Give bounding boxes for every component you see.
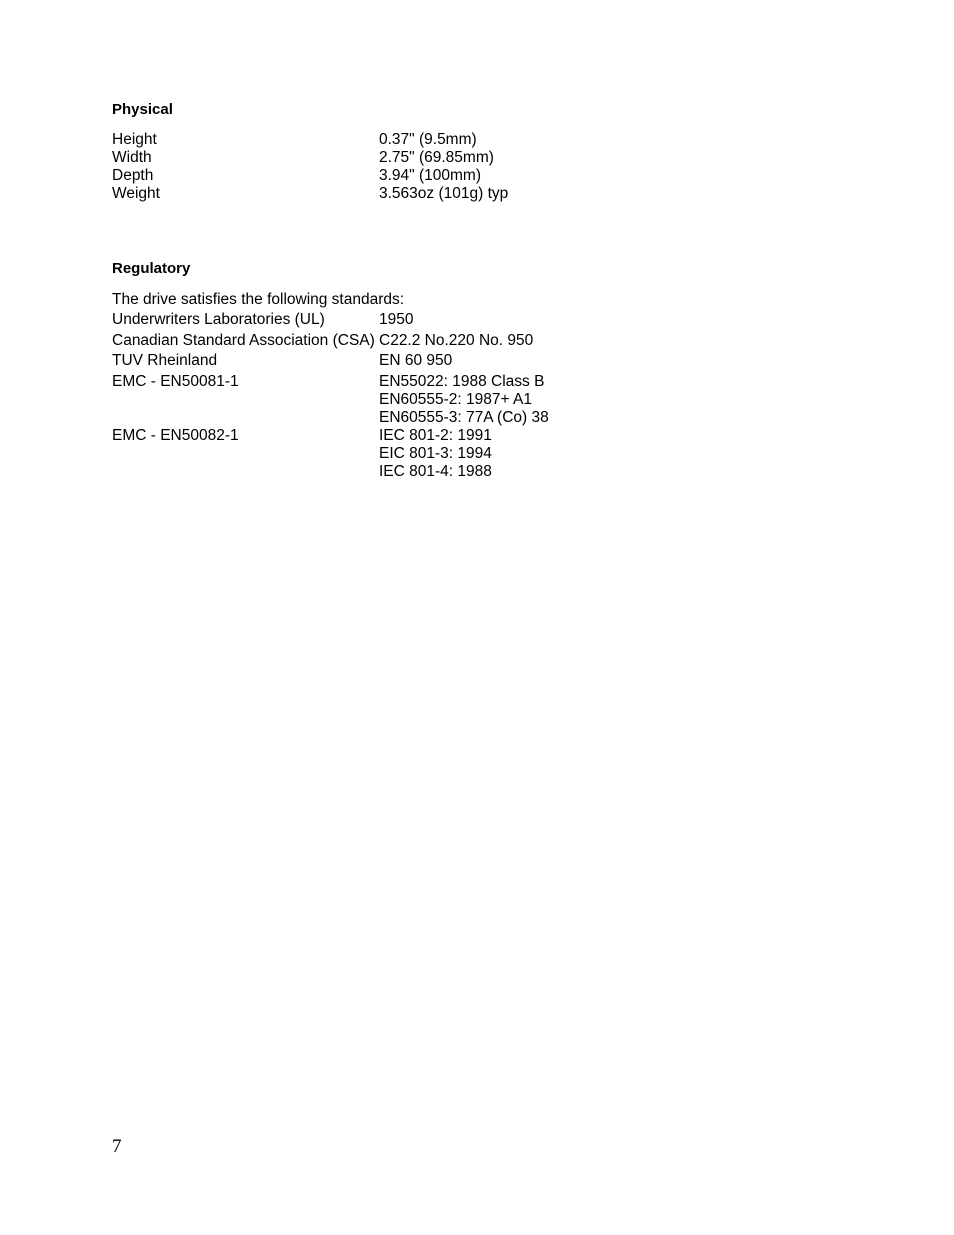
reg-label: Underwriters Laboratories (UL) bbox=[112, 311, 325, 328]
reg-label: EMC - EN50082-1 bbox=[112, 427, 239, 445]
reg-values bbox=[379, 332, 812, 350]
regulatory-standards-table bbox=[112, 311, 812, 481]
page-number: 7 bbox=[112, 1136, 122, 1157]
spec-row-weight bbox=[112, 185, 812, 203]
reg-value: EIC 801-3: 1994 bbox=[379, 445, 492, 463]
spec-value: 3.94" (100mm) bbox=[379, 167, 481, 184]
spec-label: Weight bbox=[112, 185, 160, 202]
reg-row-ul bbox=[112, 311, 812, 332]
reg-value: 1950 bbox=[379, 311, 414, 328]
spec-row-depth bbox=[112, 167, 812, 185]
spec-row-width bbox=[112, 149, 812, 167]
reg-label: TUV Rheinland bbox=[112, 352, 218, 370]
reg-label: Canadian Standard Association (CSA) bbox=[112, 331, 375, 349]
spec-label: Height bbox=[112, 131, 157, 148]
reg-value: IEC 801-2: 1991 bbox=[379, 427, 492, 445]
reg-value: C22.2 No.220 No. 950 bbox=[379, 331, 534, 349]
reg-values bbox=[379, 427, 812, 481]
reg-value: IEC 801-4: 1988 bbox=[379, 463, 492, 481]
reg-row-emc-50081 bbox=[112, 373, 812, 427]
spec-row-height bbox=[112, 131, 812, 149]
reg-values bbox=[379, 311, 812, 329]
reg-row-csa bbox=[112, 332, 812, 353]
spec-value: 0.37" (9.5mm) bbox=[379, 131, 477, 148]
reg-label: EMC - EN50081-1 bbox=[112, 373, 239, 391]
physical-spec-table bbox=[112, 131, 812, 203]
spec-value: 2.75" (69.85mm) bbox=[379, 149, 494, 166]
reg-value: EN 60 950 bbox=[379, 352, 453, 370]
spec-value: 3.563oz (101g) typ bbox=[379, 185, 509, 202]
reg-value: EN55022: 1988 Class B bbox=[379, 373, 545, 391]
reg-values bbox=[379, 373, 812, 427]
reg-row-tuv bbox=[112, 352, 812, 373]
spec-label: Width bbox=[112, 149, 152, 166]
spec-label: Depth bbox=[112, 167, 154, 184]
regulatory-intro: The drive satisfies the following standards: bbox=[112, 291, 405, 308]
reg-row-emc-50082 bbox=[112, 427, 812, 481]
regulatory-heading: Regulatory bbox=[112, 260, 191, 277]
reg-value: EN60555-2: 1987+ A1 bbox=[379, 391, 532, 409]
reg-values bbox=[379, 352, 812, 370]
reg-value: EN60555-3: 77A (Co) 38 bbox=[379, 409, 549, 427]
physical-heading: Physical bbox=[112, 101, 173, 118]
